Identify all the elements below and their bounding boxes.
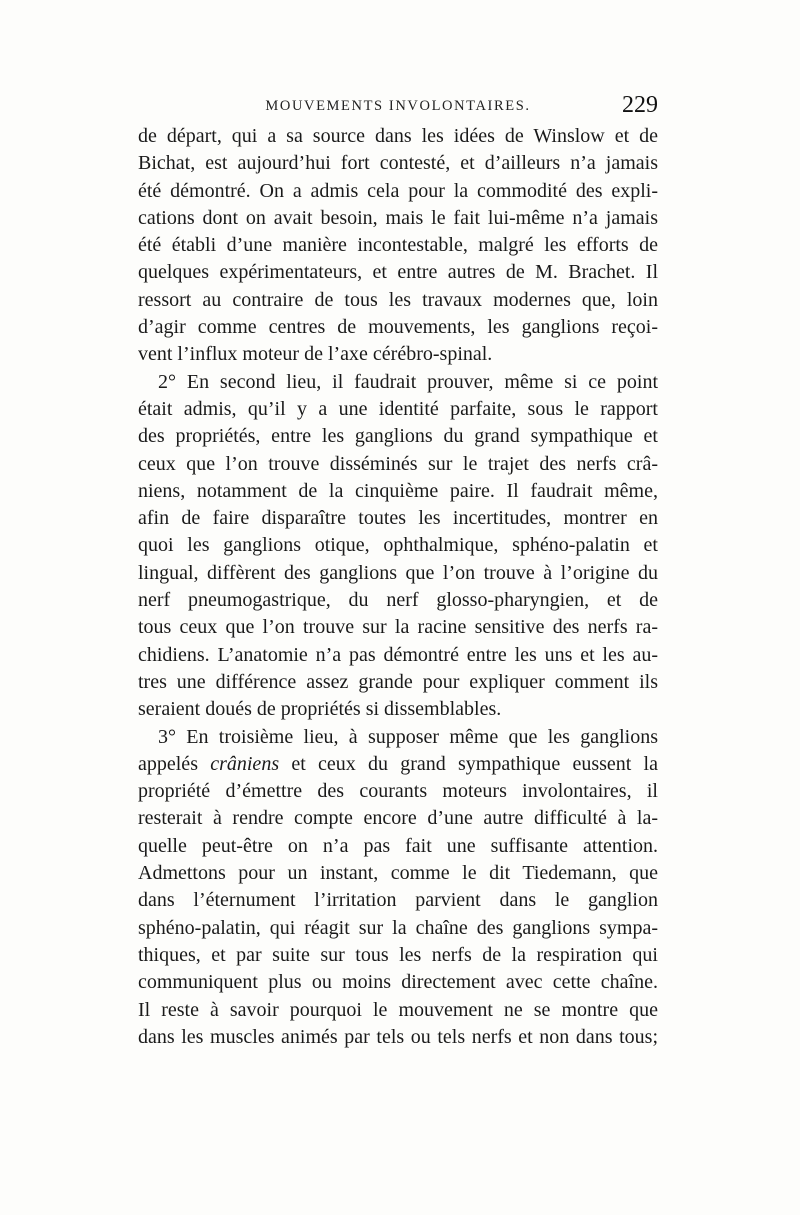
page-number: 229 <box>622 92 658 118</box>
text-run: et ceux du grand sympathique eussent la <box>279 752 658 775</box>
text-line: afin de faire disparaître toutes les incertitudes, montrer en <box>138 507 658 530</box>
text-line: ceux que l’on trouve disséminés sur le trajet des nerfs crâ- <box>138 452 658 475</box>
text-line: quoi les ganglions otique, ophthalmique, sphéno-palatin et <box>138 534 658 557</box>
text-line: seraient doués de propriétés si dissemblables. <box>138 698 502 721</box>
text-run: appelés <box>138 752 211 775</box>
text-line: d’agir comme centres de mouvements, les ganglions reçoi- <box>138 316 658 339</box>
text-line: niens, notamment de la cinquième paire. Il faudrait même, <box>138 479 658 502</box>
body-text <box>138 123 658 1051</box>
text-line: chidiens. L’anatomie n’a pas démontré entre les uns et les au- <box>138 643 658 666</box>
running-title: MOUVEMENTS INVOLONTAIRES. <box>265 98 531 114</box>
text-line: Admettons pour un instant, comme le dit Tiedemann, que <box>138 862 658 885</box>
text-line: été établi d’une manière incontestable, malgré les efforts de <box>138 234 658 257</box>
text-line: tres une différence assez grande pour expliquer comment ils <box>138 670 658 693</box>
text-line: quelques expérimentateurs, et entre autres de M. Brachet. Il <box>138 261 658 284</box>
text-line: lingual, diffèrent des ganglions que l’on trouve à l’origine du <box>138 561 658 584</box>
text-line: 3° En troisième lieu, à supposer même que les ganglions <box>158 725 658 748</box>
text-line: sphéno-palatin, qui réagit sur la chaîne des ganglions sympa- <box>138 916 658 939</box>
text-line: été démontré. On a admis cela pour la commodité des expli- <box>138 179 658 202</box>
text-line: était admis, qu’il y a une identité parfaite, sous le rapport <box>138 397 658 420</box>
text-line: dans l’éternument l’irritation parvient dans le ganglion <box>138 889 658 912</box>
text-line: quelle peut-être on n’a pas fait une suffisante attention. <box>138 834 658 857</box>
text-line: Il reste à savoir pourquoi le mouvement ne se montre que <box>138 998 658 1021</box>
text-line: thiques, et par suite sur tous les nerfs de la respiration qui <box>138 943 658 966</box>
text-line-with-italic <box>138 751 658 778</box>
text-line: des propriétés, entre les ganglions du grand sympathique et <box>138 425 658 448</box>
text-line: propriété d’émettre des courants moteurs involontaires, il <box>138 780 658 803</box>
text-line: Bichat, est aujourd’hui fort contesté, et d’ailleurs n’a jamais <box>138 152 658 175</box>
text-line: ressort au contraire de tous les travaux modernes que, loin <box>138 288 658 311</box>
text-line: tous ceux que l’on trouve sur la racine sensitive des nerfs ra- <box>138 616 658 639</box>
text-line: vent l’influx moteur de l’axe cérébro-spinal. <box>138 343 493 366</box>
text-line: de départ, qui a sa source dans les idées de Winslow et de <box>138 125 658 147</box>
running-head <box>138 92 658 122</box>
text-line: nerf pneumogastrique, du nerf glosso-pharyngien, et de <box>138 589 658 612</box>
text-line: 2° En second lieu, il faudrait prouver, même si ce point <box>158 370 658 393</box>
text-line: communiquent plus ou moins directement avec cette chaîne. <box>138 971 658 994</box>
italic-term: crâniens <box>210 752 280 775</box>
text-line: cations dont on avait besoin, mais le fait lui-même n’a jamais <box>138 206 658 229</box>
text-line: resterait à rendre compte encore d’une autre difficulté à la- <box>138 807 658 830</box>
text-line: dans les muscles animés par tels ou tels nerfs et non dans tous; <box>138 1025 658 1048</box>
